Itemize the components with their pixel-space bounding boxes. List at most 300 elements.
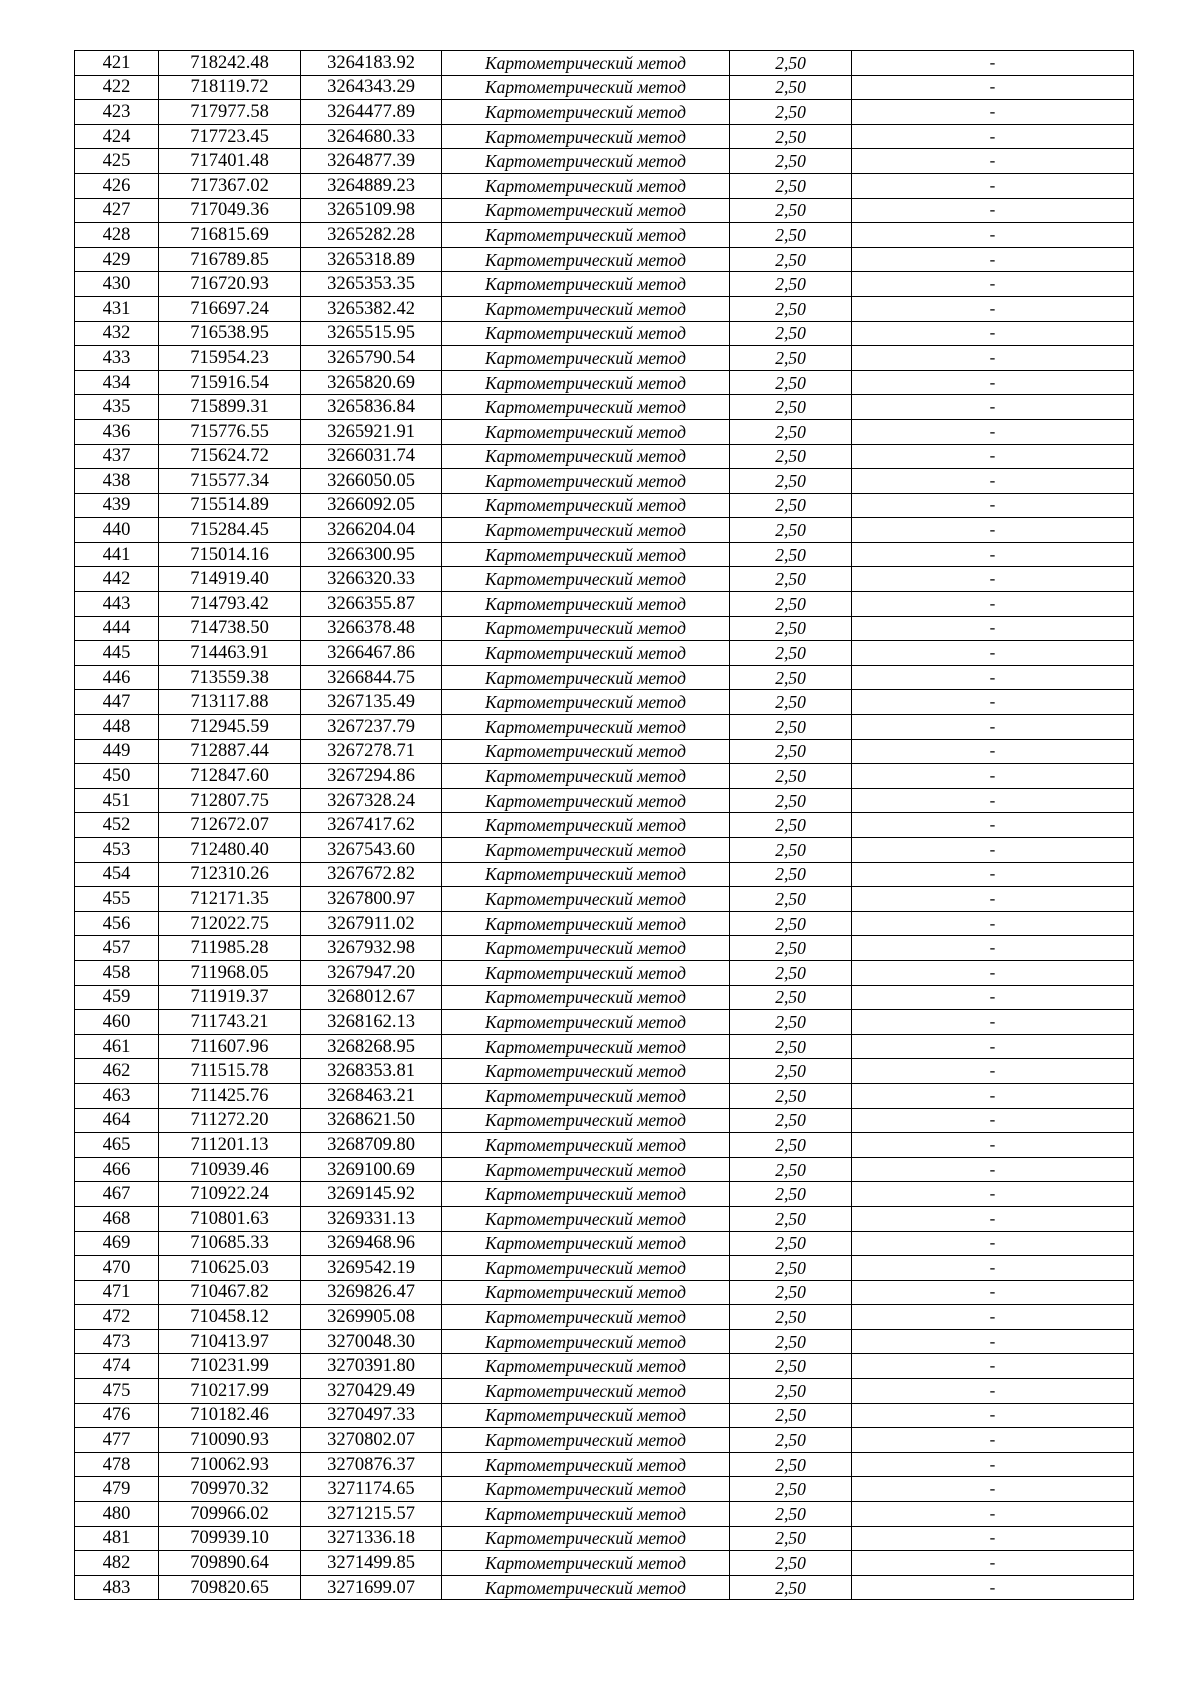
point-number-cell: 442 bbox=[75, 567, 159, 592]
x-coordinate-cell: 712171.35 bbox=[159, 887, 301, 912]
table-row bbox=[75, 173, 1134, 198]
accuracy-cell: 2,50 bbox=[730, 469, 852, 494]
method-cell: Картометрический метод bbox=[442, 887, 730, 912]
accuracy-cell: 2,50 bbox=[730, 1526, 852, 1551]
x-coordinate-cell: 711272.20 bbox=[159, 1108, 301, 1133]
y-coordinate-cell: 3268012.67 bbox=[301, 985, 442, 1010]
method-cell: Картометрический метод bbox=[442, 51, 730, 76]
method-cell: Картометрический метод bbox=[442, 469, 730, 494]
accuracy-cell: 2,50 bbox=[730, 493, 852, 518]
method-cell: Картометрический метод bbox=[442, 813, 730, 838]
note-cell: - bbox=[852, 1452, 1134, 1477]
table-row bbox=[75, 1305, 1134, 1330]
point-number-cell: 435 bbox=[75, 395, 159, 420]
note-cell: - bbox=[852, 1206, 1134, 1231]
x-coordinate-cell: 710801.63 bbox=[159, 1206, 301, 1231]
point-number-cell: 482 bbox=[75, 1551, 159, 1576]
point-number-cell: 437 bbox=[75, 444, 159, 469]
note-cell: - bbox=[852, 665, 1134, 690]
method-cell: Картометрический метод bbox=[442, 247, 730, 272]
accuracy-cell: 2,50 bbox=[730, 887, 852, 912]
y-coordinate-cell: 3269331.13 bbox=[301, 1206, 442, 1231]
note-cell: - bbox=[852, 173, 1134, 198]
point-number-cell: 458 bbox=[75, 960, 159, 985]
x-coordinate-cell: 710090.93 bbox=[159, 1428, 301, 1453]
table-row bbox=[75, 493, 1134, 518]
x-coordinate-cell: 712945.59 bbox=[159, 715, 301, 740]
point-number-cell: 476 bbox=[75, 1403, 159, 1428]
point-number-cell: 456 bbox=[75, 911, 159, 936]
note-cell: - bbox=[852, 493, 1134, 518]
method-cell: Картометрический метод bbox=[442, 149, 730, 174]
note-cell: - bbox=[852, 51, 1134, 76]
point-number-cell: 441 bbox=[75, 542, 159, 567]
note-cell: - bbox=[852, 936, 1134, 961]
y-coordinate-cell: 3267932.98 bbox=[301, 936, 442, 961]
note-cell: - bbox=[852, 149, 1134, 174]
note-cell: - bbox=[852, 616, 1134, 641]
note-cell: - bbox=[852, 567, 1134, 592]
y-coordinate-cell: 3264889.23 bbox=[301, 173, 442, 198]
table-row bbox=[75, 1133, 1134, 1158]
table-row bbox=[75, 1182, 1134, 1207]
x-coordinate-cell: 709820.65 bbox=[159, 1575, 301, 1600]
point-number-cell: 438 bbox=[75, 469, 159, 494]
accuracy-cell: 2,50 bbox=[730, 1354, 852, 1379]
note-cell: - bbox=[852, 1329, 1134, 1354]
point-number-cell: 461 bbox=[75, 1034, 159, 1059]
method-cell: Картометрический метод bbox=[442, 1452, 730, 1477]
point-number-cell: 439 bbox=[75, 493, 159, 518]
table-row bbox=[75, 1428, 1134, 1453]
method-cell: Картометрический метод bbox=[442, 592, 730, 617]
note-cell: - bbox=[852, 887, 1134, 912]
x-coordinate-cell: 715624.72 bbox=[159, 444, 301, 469]
table-row bbox=[75, 223, 1134, 248]
method-cell: Картометрический метод bbox=[442, 1551, 730, 1576]
x-coordinate-cell: 710922.24 bbox=[159, 1182, 301, 1207]
table-row bbox=[75, 1379, 1134, 1404]
y-coordinate-cell: 3267672.82 bbox=[301, 862, 442, 887]
point-number-cell: 467 bbox=[75, 1182, 159, 1207]
accuracy-cell: 2,50 bbox=[730, 1182, 852, 1207]
x-coordinate-cell: 711607.96 bbox=[159, 1034, 301, 1059]
accuracy-cell: 2,50 bbox=[730, 592, 852, 617]
accuracy-cell: 2,50 bbox=[730, 985, 852, 1010]
y-coordinate-cell: 3264680.33 bbox=[301, 124, 442, 149]
note-cell: - bbox=[852, 247, 1134, 272]
note-cell: - bbox=[852, 1305, 1134, 1330]
accuracy-cell: 2,50 bbox=[730, 75, 852, 100]
point-number-cell: 453 bbox=[75, 838, 159, 863]
y-coordinate-cell: 3265921.91 bbox=[301, 419, 442, 444]
point-number-cell: 465 bbox=[75, 1133, 159, 1158]
table-row bbox=[75, 272, 1134, 297]
x-coordinate-cell: 709890.64 bbox=[159, 1551, 301, 1576]
y-coordinate-cell: 3266355.87 bbox=[301, 592, 442, 617]
y-coordinate-cell: 3270876.37 bbox=[301, 1452, 442, 1477]
point-number-cell: 429 bbox=[75, 247, 159, 272]
accuracy-cell: 2,50 bbox=[730, 272, 852, 297]
note-cell: - bbox=[852, 985, 1134, 1010]
table-row bbox=[75, 715, 1134, 740]
accuracy-cell: 2,50 bbox=[730, 616, 852, 641]
coordinates-table-body bbox=[75, 51, 1134, 1600]
accuracy-cell: 2,50 bbox=[730, 862, 852, 887]
x-coordinate-cell: 718119.72 bbox=[159, 75, 301, 100]
table-row bbox=[75, 1108, 1134, 1133]
point-number-cell: 446 bbox=[75, 665, 159, 690]
table-row bbox=[75, 1280, 1134, 1305]
note-cell: - bbox=[852, 1256, 1134, 1281]
accuracy-cell: 2,50 bbox=[730, 911, 852, 936]
y-coordinate-cell: 3270802.07 bbox=[301, 1428, 442, 1453]
accuracy-cell: 2,50 bbox=[730, 739, 852, 764]
table-row bbox=[75, 469, 1134, 494]
note-cell: - bbox=[852, 1231, 1134, 1256]
table-row bbox=[75, 247, 1134, 272]
x-coordinate-cell: 715916.54 bbox=[159, 370, 301, 395]
y-coordinate-cell: 3265836.84 bbox=[301, 395, 442, 420]
accuracy-cell: 2,50 bbox=[730, 715, 852, 740]
y-coordinate-cell: 3266320.33 bbox=[301, 567, 442, 592]
note-cell: - bbox=[852, 1182, 1134, 1207]
method-cell: Картометрический метод bbox=[442, 198, 730, 223]
note-cell: - bbox=[852, 1280, 1134, 1305]
table-row bbox=[75, 1452, 1134, 1477]
y-coordinate-cell: 3269100.69 bbox=[301, 1157, 442, 1182]
x-coordinate-cell: 716815.69 bbox=[159, 223, 301, 248]
accuracy-cell: 2,50 bbox=[730, 124, 852, 149]
point-number-cell: 445 bbox=[75, 641, 159, 666]
note-cell: - bbox=[852, 788, 1134, 813]
y-coordinate-cell: 3265382.42 bbox=[301, 296, 442, 321]
method-cell: Картометрический метод bbox=[442, 911, 730, 936]
method-cell: Картометрический метод bbox=[442, 960, 730, 985]
method-cell: Картометрический метод bbox=[442, 419, 730, 444]
x-coordinate-cell: 712887.44 bbox=[159, 739, 301, 764]
table-row bbox=[75, 1231, 1134, 1256]
table-row bbox=[75, 124, 1134, 149]
y-coordinate-cell: 3265318.89 bbox=[301, 247, 442, 272]
x-coordinate-cell: 711201.13 bbox=[159, 1133, 301, 1158]
y-coordinate-cell: 3265109.98 bbox=[301, 198, 442, 223]
note-cell: - bbox=[852, 321, 1134, 346]
x-coordinate-cell: 717049.36 bbox=[159, 198, 301, 223]
point-number-cell: 443 bbox=[75, 592, 159, 617]
note-cell: - bbox=[852, 542, 1134, 567]
x-coordinate-cell: 714919.40 bbox=[159, 567, 301, 592]
x-coordinate-cell: 712310.26 bbox=[159, 862, 301, 887]
x-coordinate-cell: 711743.21 bbox=[159, 1010, 301, 1035]
accuracy-cell: 2,50 bbox=[730, 518, 852, 543]
x-coordinate-cell: 712807.75 bbox=[159, 788, 301, 813]
y-coordinate-cell: 3267800.97 bbox=[301, 887, 442, 912]
method-cell: Картометрический метод bbox=[442, 1502, 730, 1527]
accuracy-cell: 2,50 bbox=[730, 1379, 852, 1404]
y-coordinate-cell: 3266204.04 bbox=[301, 518, 442, 543]
note-cell: - bbox=[852, 518, 1134, 543]
y-coordinate-cell: 3267294.86 bbox=[301, 764, 442, 789]
method-cell: Картометрический метод bbox=[442, 395, 730, 420]
x-coordinate-cell: 710467.82 bbox=[159, 1280, 301, 1305]
accuracy-cell: 2,50 bbox=[730, 1575, 852, 1600]
accuracy-cell: 2,50 bbox=[730, 764, 852, 789]
accuracy-cell: 2,50 bbox=[730, 1280, 852, 1305]
point-number-cell: 440 bbox=[75, 518, 159, 543]
note-cell: - bbox=[852, 960, 1134, 985]
x-coordinate-cell: 715577.34 bbox=[159, 469, 301, 494]
y-coordinate-cell: 3266050.05 bbox=[301, 469, 442, 494]
y-coordinate-cell: 3271174.65 bbox=[301, 1477, 442, 1502]
table-row bbox=[75, 690, 1134, 715]
point-number-cell: 428 bbox=[75, 223, 159, 248]
table-row bbox=[75, 1502, 1134, 1527]
note-cell: - bbox=[852, 272, 1134, 297]
accuracy-cell: 2,50 bbox=[730, 198, 852, 223]
method-cell: Картометрический метод bbox=[442, 1477, 730, 1502]
method-cell: Картометрический метод bbox=[442, 1231, 730, 1256]
method-cell: Картометрический метод bbox=[442, 715, 730, 740]
table-row bbox=[75, 1083, 1134, 1108]
point-number-cell: 426 bbox=[75, 173, 159, 198]
note-cell: - bbox=[852, 813, 1134, 838]
y-coordinate-cell: 3271699.07 bbox=[301, 1575, 442, 1600]
point-number-cell: 425 bbox=[75, 149, 159, 174]
y-coordinate-cell: 3271336.18 bbox=[301, 1526, 442, 1551]
y-coordinate-cell: 3267947.20 bbox=[301, 960, 442, 985]
y-coordinate-cell: 3268463.21 bbox=[301, 1083, 442, 1108]
accuracy-cell: 2,50 bbox=[730, 1059, 852, 1084]
method-cell: Картометрический метод bbox=[442, 1182, 730, 1207]
x-coordinate-cell: 712847.60 bbox=[159, 764, 301, 789]
method-cell: Картометрический метод bbox=[442, 1526, 730, 1551]
y-coordinate-cell: 3265353.35 bbox=[301, 272, 442, 297]
x-coordinate-cell: 717401.48 bbox=[159, 149, 301, 174]
y-coordinate-cell: 3265790.54 bbox=[301, 346, 442, 371]
y-coordinate-cell: 3269542.19 bbox=[301, 1256, 442, 1281]
note-cell: - bbox=[852, 764, 1134, 789]
accuracy-cell: 2,50 bbox=[730, 1502, 852, 1527]
accuracy-cell: 2,50 bbox=[730, 149, 852, 174]
x-coordinate-cell: 717723.45 bbox=[159, 124, 301, 149]
y-coordinate-cell: 3268162.13 bbox=[301, 1010, 442, 1035]
table-row bbox=[75, 1157, 1134, 1182]
x-coordinate-cell: 710685.33 bbox=[159, 1231, 301, 1256]
table-row bbox=[75, 1329, 1134, 1354]
point-number-cell: 447 bbox=[75, 690, 159, 715]
accuracy-cell: 2,50 bbox=[730, 813, 852, 838]
method-cell: Картометрический метод bbox=[442, 75, 730, 100]
note-cell: - bbox=[852, 641, 1134, 666]
y-coordinate-cell: 3268353.81 bbox=[301, 1059, 442, 1084]
method-cell: Картометрический метод bbox=[442, 1133, 730, 1158]
note-cell: - bbox=[852, 444, 1134, 469]
y-coordinate-cell: 3269145.92 bbox=[301, 1182, 442, 1207]
x-coordinate-cell: 712672.07 bbox=[159, 813, 301, 838]
point-number-cell: 432 bbox=[75, 321, 159, 346]
method-cell: Картометрический метод bbox=[442, 838, 730, 863]
accuracy-cell: 2,50 bbox=[730, 788, 852, 813]
method-cell: Картометрический метод bbox=[442, 1403, 730, 1428]
x-coordinate-cell: 715899.31 bbox=[159, 395, 301, 420]
point-number-cell: 472 bbox=[75, 1305, 159, 1330]
point-number-cell: 481 bbox=[75, 1526, 159, 1551]
accuracy-cell: 2,50 bbox=[730, 690, 852, 715]
accuracy-cell: 2,50 bbox=[730, 936, 852, 961]
table-row bbox=[75, 1403, 1134, 1428]
table-row bbox=[75, 1477, 1134, 1502]
method-cell: Картометрический метод bbox=[442, 124, 730, 149]
table-row bbox=[75, 346, 1134, 371]
table-row bbox=[75, 198, 1134, 223]
y-coordinate-cell: 3267911.02 bbox=[301, 911, 442, 936]
point-number-cell: 424 bbox=[75, 124, 159, 149]
method-cell: Картометрический метод bbox=[442, 321, 730, 346]
note-cell: - bbox=[852, 1010, 1134, 1035]
note-cell: - bbox=[852, 1379, 1134, 1404]
table-row bbox=[75, 960, 1134, 985]
note-cell: - bbox=[852, 124, 1134, 149]
table-row bbox=[75, 518, 1134, 543]
x-coordinate-cell: 710182.46 bbox=[159, 1403, 301, 1428]
point-number-cell: 464 bbox=[75, 1108, 159, 1133]
point-number-cell: 455 bbox=[75, 887, 159, 912]
note-cell: - bbox=[852, 1059, 1134, 1084]
method-cell: Картометрический метод bbox=[442, 1034, 730, 1059]
point-number-cell: 469 bbox=[75, 1231, 159, 1256]
note-cell: - bbox=[852, 296, 1134, 321]
method-cell: Картометрический метод bbox=[442, 100, 730, 125]
method-cell: Картометрический метод bbox=[442, 1428, 730, 1453]
x-coordinate-cell: 710062.93 bbox=[159, 1452, 301, 1477]
y-coordinate-cell: 3269905.08 bbox=[301, 1305, 442, 1330]
method-cell: Картометрический метод bbox=[442, 616, 730, 641]
table-row bbox=[75, 395, 1134, 420]
x-coordinate-cell: 717977.58 bbox=[159, 100, 301, 125]
accuracy-cell: 2,50 bbox=[730, 838, 852, 863]
table-row bbox=[75, 887, 1134, 912]
table-row bbox=[75, 616, 1134, 641]
x-coordinate-cell: 714738.50 bbox=[159, 616, 301, 641]
method-cell: Картометрический метод bbox=[442, 1157, 730, 1182]
note-cell: - bbox=[852, 198, 1134, 223]
point-number-cell: 423 bbox=[75, 100, 159, 125]
point-number-cell: 422 bbox=[75, 75, 159, 100]
x-coordinate-cell: 717367.02 bbox=[159, 173, 301, 198]
point-number-cell: 471 bbox=[75, 1280, 159, 1305]
accuracy-cell: 2,50 bbox=[730, 1329, 852, 1354]
point-number-cell: 480 bbox=[75, 1502, 159, 1527]
note-cell: - bbox=[852, 592, 1134, 617]
method-cell: Картометрический метод bbox=[442, 936, 730, 961]
method-cell: Картометрический метод bbox=[442, 764, 730, 789]
accuracy-cell: 2,50 bbox=[730, 346, 852, 371]
y-coordinate-cell: 3266467.86 bbox=[301, 641, 442, 666]
accuracy-cell: 2,50 bbox=[730, 223, 852, 248]
accuracy-cell: 2,50 bbox=[730, 1010, 852, 1035]
note-cell: - bbox=[852, 223, 1134, 248]
point-number-cell: 475 bbox=[75, 1379, 159, 1404]
point-number-cell: 431 bbox=[75, 296, 159, 321]
accuracy-cell: 2,50 bbox=[730, 1403, 852, 1428]
method-cell: Картометрический метод bbox=[442, 1575, 730, 1600]
table-row bbox=[75, 75, 1134, 100]
x-coordinate-cell: 715514.89 bbox=[159, 493, 301, 518]
note-cell: - bbox=[852, 1526, 1134, 1551]
point-number-cell: 479 bbox=[75, 1477, 159, 1502]
accuracy-cell: 2,50 bbox=[730, 395, 852, 420]
table-row bbox=[75, 444, 1134, 469]
y-coordinate-cell: 3267237.79 bbox=[301, 715, 442, 740]
point-number-cell: 454 bbox=[75, 862, 159, 887]
point-number-cell: 462 bbox=[75, 1059, 159, 1084]
accuracy-cell: 2,50 bbox=[730, 321, 852, 346]
x-coordinate-cell: 714793.42 bbox=[159, 592, 301, 617]
accuracy-cell: 2,50 bbox=[730, 1477, 852, 1502]
accuracy-cell: 2,50 bbox=[730, 1551, 852, 1576]
accuracy-cell: 2,50 bbox=[730, 370, 852, 395]
accuracy-cell: 2,50 bbox=[730, 1428, 852, 1453]
method-cell: Картометрический метод bbox=[442, 1280, 730, 1305]
table-row bbox=[75, 1526, 1134, 1551]
note-cell: - bbox=[852, 1083, 1134, 1108]
table-row bbox=[75, 1256, 1134, 1281]
x-coordinate-cell: 711425.76 bbox=[159, 1083, 301, 1108]
x-coordinate-cell: 710217.99 bbox=[159, 1379, 301, 1404]
note-cell: - bbox=[852, 1575, 1134, 1600]
x-coordinate-cell: 710458.12 bbox=[159, 1305, 301, 1330]
method-cell: Картометрический метод bbox=[442, 370, 730, 395]
table-row bbox=[75, 149, 1134, 174]
x-coordinate-cell: 715954.23 bbox=[159, 346, 301, 371]
point-number-cell: 468 bbox=[75, 1206, 159, 1231]
note-cell: - bbox=[852, 862, 1134, 887]
y-coordinate-cell: 3269468.96 bbox=[301, 1231, 442, 1256]
point-number-cell: 448 bbox=[75, 715, 159, 740]
point-number-cell: 470 bbox=[75, 1256, 159, 1281]
y-coordinate-cell: 3266844.75 bbox=[301, 665, 442, 690]
x-coordinate-cell: 718242.48 bbox=[159, 51, 301, 76]
y-coordinate-cell: 3271499.85 bbox=[301, 1551, 442, 1576]
point-number-cell: 483 bbox=[75, 1575, 159, 1600]
note-cell: - bbox=[852, 1157, 1134, 1182]
method-cell: Картометрический метод bbox=[442, 665, 730, 690]
y-coordinate-cell: 3266378.48 bbox=[301, 616, 442, 641]
method-cell: Картометрический метод bbox=[442, 1206, 730, 1231]
method-cell: Картометрический метод bbox=[442, 296, 730, 321]
accuracy-cell: 2,50 bbox=[730, 247, 852, 272]
x-coordinate-cell: 715014.16 bbox=[159, 542, 301, 567]
table-row bbox=[75, 739, 1134, 764]
method-cell: Картометрический метод bbox=[442, 1329, 730, 1354]
table-row bbox=[75, 419, 1134, 444]
y-coordinate-cell: 3270048.30 bbox=[301, 1329, 442, 1354]
table-row bbox=[75, 665, 1134, 690]
x-coordinate-cell: 714463.91 bbox=[159, 641, 301, 666]
x-coordinate-cell: 710625.03 bbox=[159, 1256, 301, 1281]
accuracy-cell: 2,50 bbox=[730, 1108, 852, 1133]
x-coordinate-cell: 710231.99 bbox=[159, 1354, 301, 1379]
accuracy-cell: 2,50 bbox=[730, 1034, 852, 1059]
x-coordinate-cell: 711985.28 bbox=[159, 936, 301, 961]
x-coordinate-cell: 710413.97 bbox=[159, 1329, 301, 1354]
method-cell: Картометрический метод bbox=[442, 1354, 730, 1379]
y-coordinate-cell: 3264877.39 bbox=[301, 149, 442, 174]
y-coordinate-cell: 3266031.74 bbox=[301, 444, 442, 469]
accuracy-cell: 2,50 bbox=[730, 296, 852, 321]
note-cell: - bbox=[852, 370, 1134, 395]
